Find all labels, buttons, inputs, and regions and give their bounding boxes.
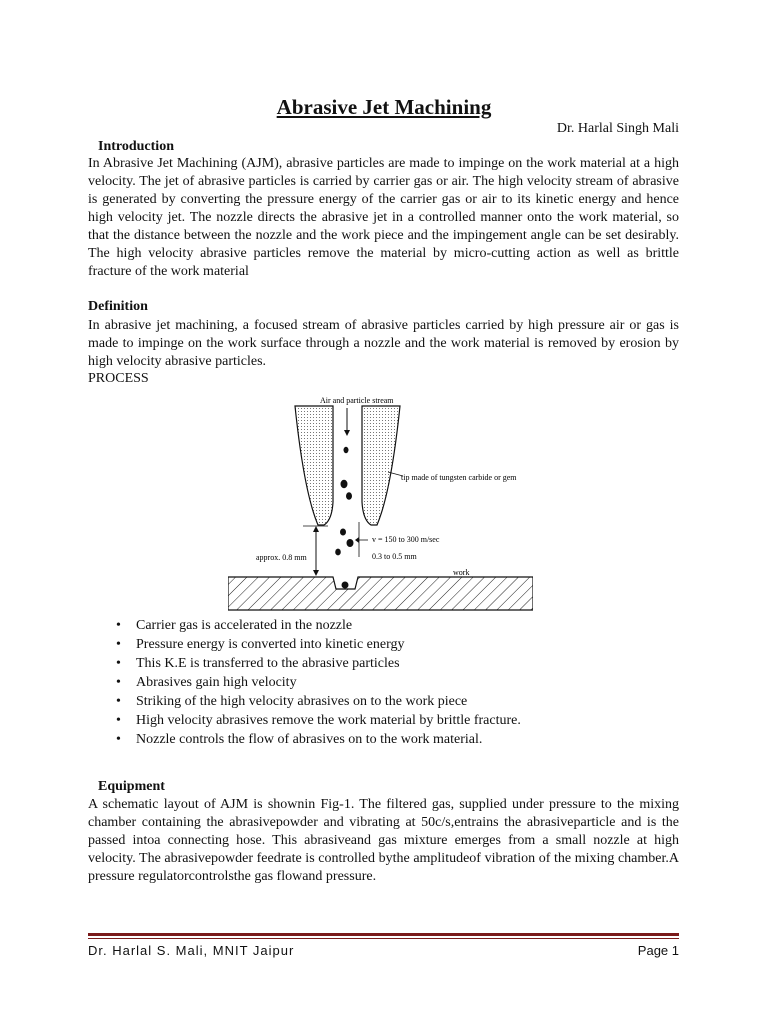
page-number: Page 1 [637,943,679,958]
nozzle-right-wall [362,406,400,525]
ajm-process-diagram [228,392,533,612]
list-item: • Striking of the high velocity abrasives on to the work piece [100,692,521,711]
introduction-paragraph: In Abrasive Jet Machining (AJM), abrasive particles are made to impinge on the work material at a high velocity. The jet of abrasive particles is carried by carrier gas or air. The high velocity stream of abrasive is generated by converting the pressure energy of the carrier gas or air to its kinetic energy and hence high velocity jet. The nozzle directs the abrasive jet in a controlled manner onto the work material, so that the distance between the nozzle and the work piece and the impingement angle can be set desirably. The high velocity abrasive particles remove the material by micro-cutting action as well as brittle fracture of the work material [88,156,679,279]
velocity-label: v = 150 to 300 m/sec [372,535,440,544]
list-item: • Nozzle controls the flow of abrasives on to the work material. [100,730,521,749]
author-name: Dr. Harlal Singh Mali [556,121,679,136]
equipment-paragraph: A schematic layout of AJM is shownin Fig-1. The filtered gas, supplied under pressure to the mixing chamber containing the abrasivepowder and vibrating at 50c/s,entrains the abrasiveparticle and is the passed intoa connecting hose. This abrasiveand gas mixture emerges from a small nozzle at high velocity. The abrasivepowder feedrate is controlled bythe amplitudeof vibration of the mixing chamber.A pressure regulatorcontrolsthe gas flowand pressure. [88,797,679,884]
list-item: • This K.E is transferred to the abrasive particles [100,654,521,673]
list-item: • High velocity abrasives remove the work material by brittle fracture. [100,711,521,730]
stream-label: Air and particle stream [320,396,394,405]
page-title: Abrasive Jet Machining [276,95,492,119]
list-item: • Abrasives gain high velocity [100,673,521,692]
introduction-heading: Introduction [98,139,174,154]
nozzle-left-wall [295,406,333,525]
work-label: work [453,568,470,577]
tip-label: tip made of tungsten carbide or gem [401,473,517,482]
standoff-label: approx. 0.8 mm [256,553,307,562]
definition-paragraph: In abrasive jet machining, a focused stream of abrasive particles carried by high pressure air or gas is made to impinge on the work surface through a nozzle and the work material is removed by erosion by high velocity abrasive particles. [88,318,679,369]
list-item: • Carrier gas is accelerated in the nozzle [100,616,521,635]
footer-author: Dr. Harlal S. Mali, MNIT Jaipur [88,943,295,958]
process-label: PROCESS [88,371,149,386]
list-item: • Pressure energy is converted into kinetic energy [100,635,521,654]
footer-rule-thin [88,938,679,939]
definition-heading: Definition [88,299,148,314]
abrasive-particles [335,447,353,589]
work-piece [228,577,533,610]
jet-width-label: 0.3 to 0.5 mm [372,552,417,561]
footer-rule [88,933,679,936]
process-bullet-list [100,616,521,749]
equipment-heading: Equipment [98,779,165,794]
